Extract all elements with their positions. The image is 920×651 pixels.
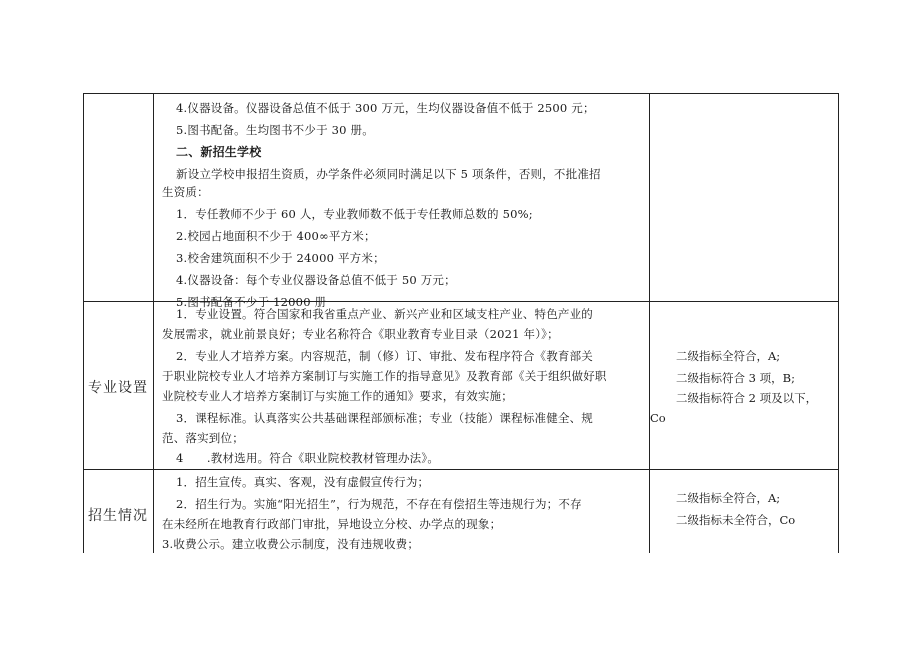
row2-line: 业院校专业人才培养方案制订与实施工作的通知》要求，有效实施； [162,389,513,403]
row1-line: 生资质： [162,185,209,199]
row3-line: 在未经所在地教育行政部门审批，异地设立分校、办学点的现象； [162,517,502,531]
section-heading: 二、新招生学校 [176,145,262,159]
rating-line: 二级指标全符合，A; [676,491,781,505]
row2-rating-cell [650,302,838,469]
table-border-left [83,93,84,553]
row1-line: 1．专任教师不少于 60 人，专业教师数不低于专任教师总数的 50%; [176,207,533,221]
rating-line: 二级指标符合 2 项及以下， [676,391,818,405]
row-label-major-setup: 专业设置 [88,380,148,396]
rating-line: 二级指标全符合，A; [676,349,781,363]
rating-suffix: Co [650,411,666,425]
row3-rating-cell [650,470,838,553]
row3-line: 3.收费公示。建立收费公示制度，没有违规收费； [162,537,420,551]
row3-line: 1．招生宣传。真实、客观，没有虚假宣传行为； [176,475,430,489]
row2-line: 发展需求，就业前景良好；专业名称符合《职业教育专业目录（2021 年）》； [162,327,559,341]
row2-line: 于职业院校专业人才培养方案制订与实施工作的指导意见》及教育部《关于组织做好职 [162,369,607,383]
row2-line: 4 .教材选用。符合《职业院校教材管理办法》。 [176,451,440,465]
row2-line: 1．专业设置。符合国家和我省重点产业、新兴产业和区域支柱产业、特色产业的 [176,307,594,321]
row2-line: 3．课程标准。认真落实公共基础课程部颁标准；专业（技能）课程标准健全、规 [176,411,594,425]
row1-line: 4.仪器设备：每个专业仪器设备总值不低于 50 万元； [176,273,456,287]
row1-line: 4.仪器设备。仪器设备总值不低于 300 万元，生均仪器设备值不低于 2500 元； [176,101,595,115]
row3-line: 2．招生行为。实施“阳光招生”，行为规范，不存在有偿招生等违规行为；不存 [176,497,582,511]
evaluation-table [83,93,839,553]
rating-line: 二级指标符合 3 项，B; [676,371,795,385]
row2-line: 2．专业人才培养方案。内容规范，制（修）订、审批、发布程序符合《教育部关 [176,349,594,363]
rating-line: 二级指标未全符合，Co [676,513,796,527]
row3-content-cell [154,470,648,553]
row1-line: 5.图书配备。生均图书不少于 30 册。 [176,123,374,137]
row-label-enrollment: 招生情况 [88,508,148,524]
row2-content-cell [154,302,648,469]
row1-line: 2.校园占地面积不少于 400∞平方米； [176,229,376,243]
table-border-right [838,93,839,553]
row1-content-cell [154,94,648,309]
row1-line: 5.图书配备不少于 12000 册 [176,295,327,309]
row1-line: 3.校舍建筑面积不少于 24000 平方米； [176,251,385,265]
row2-line: 范、落实到位； [162,431,244,445]
row1-line: 新设立学校申报招生资质，办学条件必须同时满足以下 5 项条件，否则，不批准招 [176,167,601,181]
